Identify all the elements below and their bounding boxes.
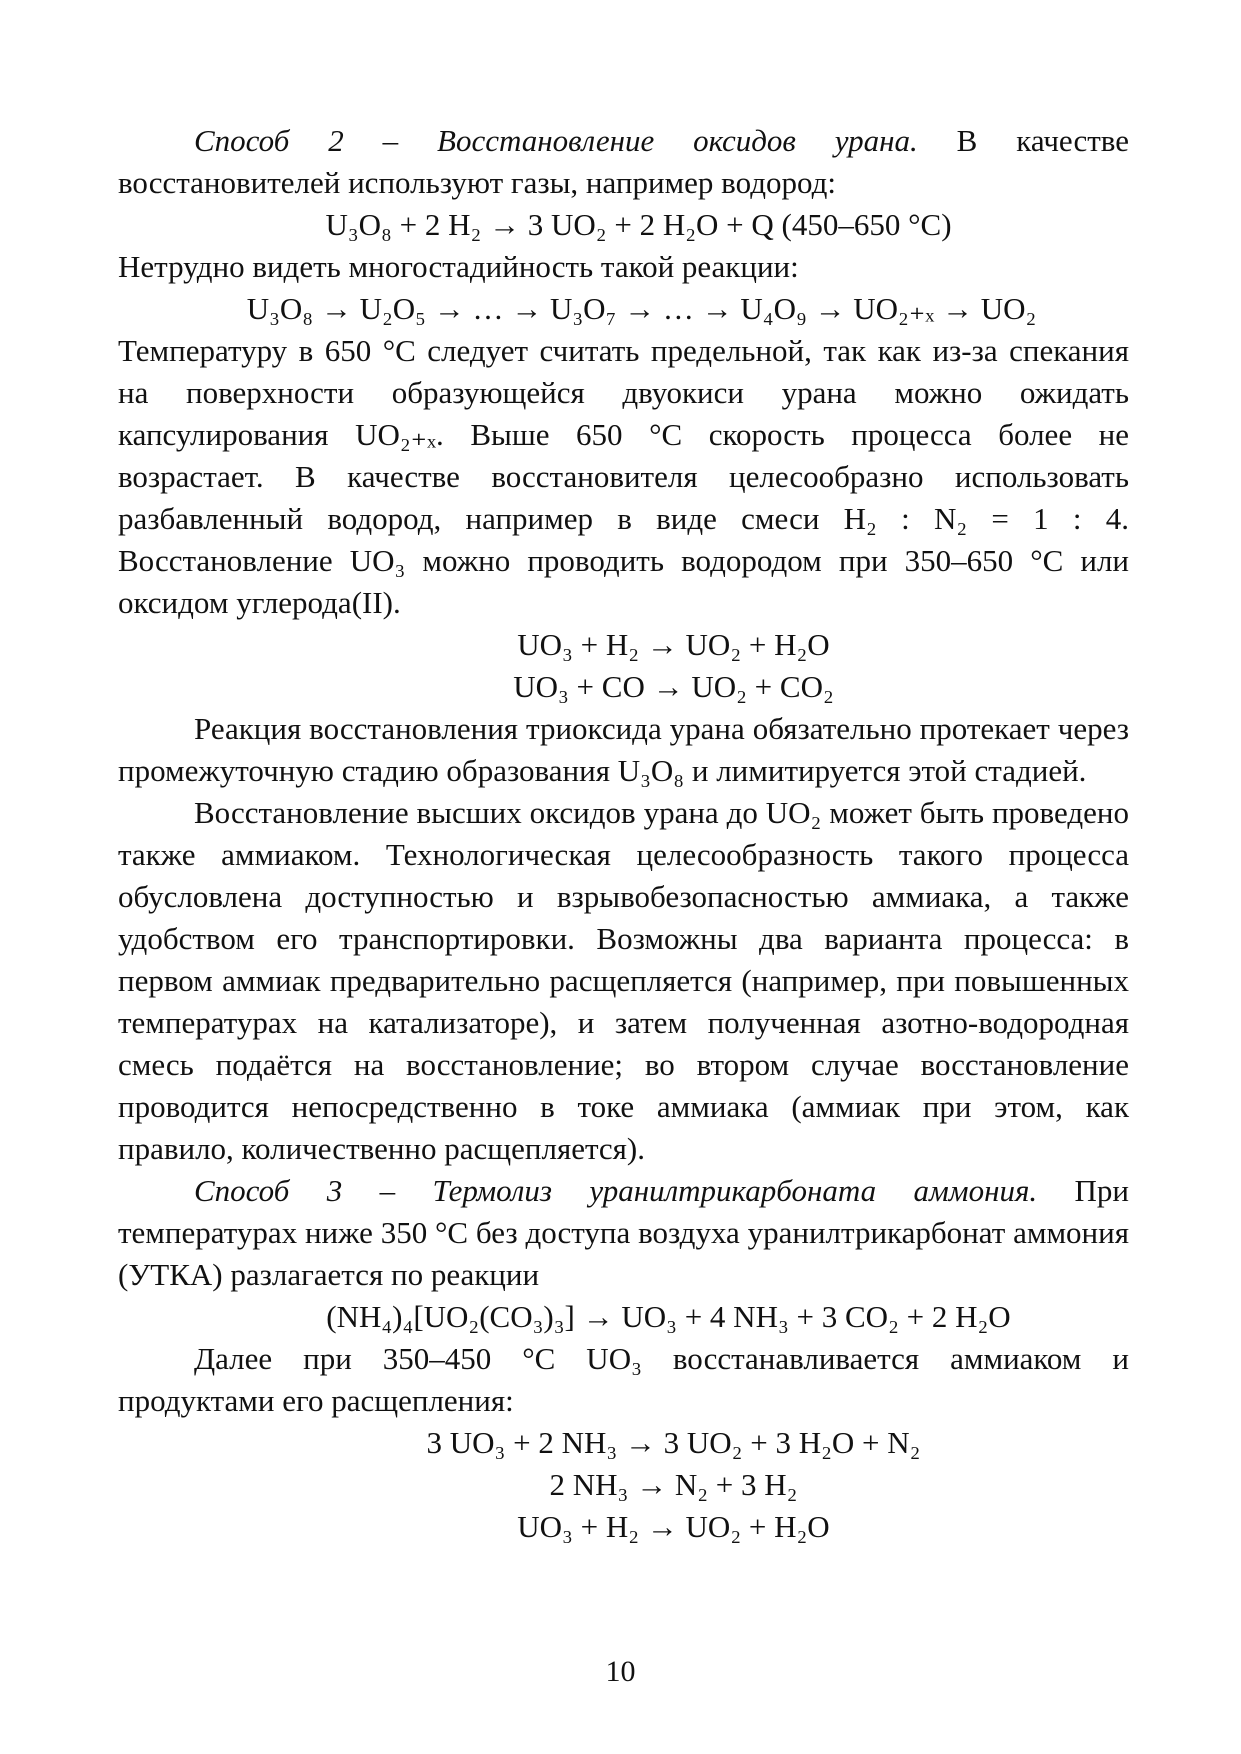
paragraph-method-3 bbox=[118, 1170, 1129, 1296]
equation-uo3-ammonia: 3 UO₃ + 2 NH₃ → 3 UO₂ + 3 H₂O + N₂ bbox=[426, 1425, 921, 1460]
page-number: 10 bbox=[605, 1655, 636, 1688]
paragraph-temperature-limit: Температуру в 650 °С следует считать предельной, так как из-за спекания на поверхности образующейся двуокиси урана можно ожидать капсулирования UO₂₊ₓ. Выше 650 °С скорость процесса более не возрастает. В качестве восстановителя целесообразно использовать разбавленный водород, например в виде смеси H₂ : N₂ = 1 : 4. Восстановление UO₃ можно проводить водородом при 350–650 °С или оксидом углерода(II). bbox=[118, 333, 1129, 620]
body-text bbox=[118, 120, 1129, 1548]
equation-uo3-hydrogen: UO₃ + H₂ → UO₂ + H₂O bbox=[517, 627, 830, 662]
equation-reduction-chain: U₃O₈ → U₂O₅ → … → U₃O₇ → … → U₄O₉ → UO₂₊ₓ → UO₂ bbox=[246, 291, 1037, 326]
method-2-text: В качестве восстановителей используют газы, например водород: bbox=[118, 123, 1129, 200]
method-3-heading: Способ 3 – Термолиз уранилтрикарбоната аммония. bbox=[194, 1173, 1038, 1208]
equation-uo3-hydrogen-2: UO₃ + H₂ → UO₂ + H₂O bbox=[517, 1509, 830, 1544]
equation-utka-decomposition: (NH₄)₄[UO₂(CO₃)₃] → UO₃ + 4 NH₃ + 3 CO₂ + 2 H₂O bbox=[326, 1299, 1011, 1334]
method-3-text: При температурах ниже 350 °С без доступа воздуха уранилтрикарбонат аммония (УТКА) разлагается по реакции bbox=[118, 1173, 1129, 1292]
method-2-heading: Способ 2 – Восстановление оксидов урана. bbox=[194, 123, 918, 158]
paragraph-ammonia-reduction: Восстановление высших оксидов урана до UO₂ может быть проведено также аммиаком. Технологическая целесообразность такого процесса обусловлена доступностью и взрывобезопасностью аммиака, а также удобством его транспортировки. Возможны два варианта процесса: в первом аммиак предварительно расщепляется (например, при повышенных температурах на катализаторе), и затем полученная азотно-водородная смесь подаётся на восстановление; во втором случае восстановление проводится непосредственно в токе аммиака (аммиак при этом, как правило, количественно расщепляется). bbox=[118, 795, 1129, 1166]
paragraph-further-reduction: Далее при 350–450 °С UO₃ восстанавливается аммиаком и продуктами его расщепления: bbox=[118, 1341, 1129, 1418]
paragraph-method-2 bbox=[118, 120, 1129, 204]
paragraph-trioxide-reduction: Реакция восстановления триоксида урана обязательно протекает через промежуточную стадию образования U₃O₈ и лимитируется этой стадией. bbox=[118, 711, 1129, 788]
equation-ammonia-decomposition: 2 NH₃ → N₂ + 3 H₂ bbox=[549, 1467, 798, 1502]
equation-uo3-co: UO₃ + CO → UO₂ + CO₂ bbox=[513, 669, 834, 704]
equation-u3o8-hydrogen: U₃O₈ + 2 H₂ → 3 UO₂ + 2 H₂O + Q (450–650 °С) bbox=[325, 207, 952, 242]
paragraph-multistage: Нетрудно видеть многостадийность такой реакции: bbox=[118, 249, 799, 284]
